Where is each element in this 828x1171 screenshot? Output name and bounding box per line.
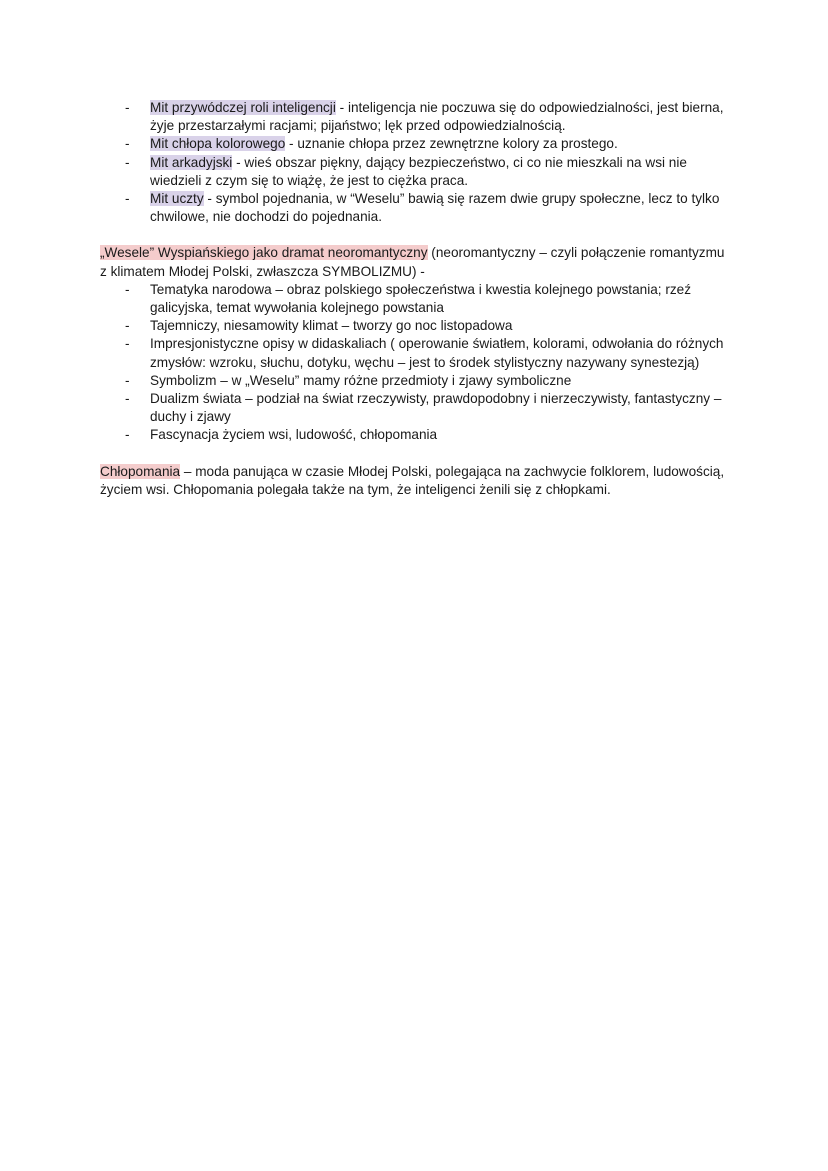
item-text: - uznanie chłopa przez zewnętrzne kolory za prostego. <box>285 136 618 152</box>
highlighted-term: Mit chłopa kolorowego <box>150 136 286 152</box>
bullet-dash: - <box>125 427 130 443</box>
list-item <box>100 190 730 226</box>
highlighted-term: Mit arkadyjski <box>150 154 233 170</box>
item-text: Tajemniczy, niesamowity klimat – tworzy go noc listopadowa <box>150 318 513 334</box>
item-text: Tematyka narodowa – obraz polskiego społeczeństwa i kwestia kolejnego powstania; rzeź galicyjska, temat wywołania kolejnego powstania <box>150 281 692 316</box>
bullet-dash: - <box>125 136 130 152</box>
list-item <box>100 390 730 426</box>
list-item <box>100 426 730 444</box>
list-item <box>100 372 730 390</box>
wesele-list <box>100 281 730 445</box>
list-item <box>100 317 730 335</box>
bullet-dash: - <box>125 191 130 207</box>
item-text: - wieś obszar piękny, dający bezpieczeństwo, ci co nie mieszkali na wsi nie wiedzieli z czym się to wiążę, że jest to ciężka praca. <box>150 154 687 188</box>
bullet-dash: - <box>125 154 130 170</box>
item-text: Fascynacja życiem wsi, ludowość, chłopomania <box>150 427 438 443</box>
bullet-dash: - <box>125 281 130 297</box>
chlopomania-paragraph <box>100 463 730 499</box>
item-text: Symbolizm – w „Weselu” mamy różne przedmioty i zjawy symboliczne <box>150 372 572 388</box>
highlighted-term: Chłopomania <box>100 463 181 479</box>
highlighted-term: Mit uczty <box>150 191 204 207</box>
item-text: Impresjonistyczne opisy w didaskaliach ( operowanie światłem, kolorami, odwołania do różnych zmysłów: wzroku, słuchu, dotyku, węchu – jest to środek stylistyczny nazywany synestezją) <box>150 336 724 370</box>
item-text: - inteligencja nie poczuwa się do odpowiedzialności, jest bierna, żyje przestarzałymi racjami; pijaństwo; lęk przed odpowiedzialnością. <box>150 100 724 134</box>
bullet-dash: - <box>125 100 130 115</box>
item-text: - symbol pojednania, w “Weselu” bawią się razem dwie grupy społeczne, lecz to tylko chwilowe, nie dochodzi do pojednania. <box>150 191 720 225</box>
document-page <box>100 99 730 499</box>
wesele-paragraph <box>100 244 730 280</box>
bullet-dash: - <box>125 372 130 388</box>
list-item <box>100 135 730 153</box>
list-item <box>100 154 730 190</box>
bullet-dash: - <box>125 336 130 352</box>
paragraph-text: (neoromantyczny – czyli połączenie romantyzmu z klimatem Młodej Polski, zwłaszcza SYMBOLIZMU) - <box>100 245 725 279</box>
highlighted-term: Mit przywódczej roli inteligencji <box>150 100 336 115</box>
list-item <box>100 99 730 135</box>
bullet-dash: - <box>125 391 130 407</box>
bullet-dash: - <box>125 318 130 334</box>
item-text: Dualizm świata – podział na świat rzeczywisty, prawdopodobny i nierzeczywisty, fantastyczny – duchy i zjawy <box>150 391 722 425</box>
myths-list <box>100 99 730 226</box>
highlighted-term: „Wesele” Wyspiańskiego jako dramat neoromantyczny <box>100 245 428 261</box>
list-item <box>100 281 730 317</box>
paragraph-text: – moda panująca w czasie Młodej Polski, polegająca na zachwycie folklorem, ludowością, życiem wsi. Chłopomania polegała także na tym, że inteligenci żenili się z chłopkami. <box>100 463 725 497</box>
list-item <box>100 335 730 371</box>
